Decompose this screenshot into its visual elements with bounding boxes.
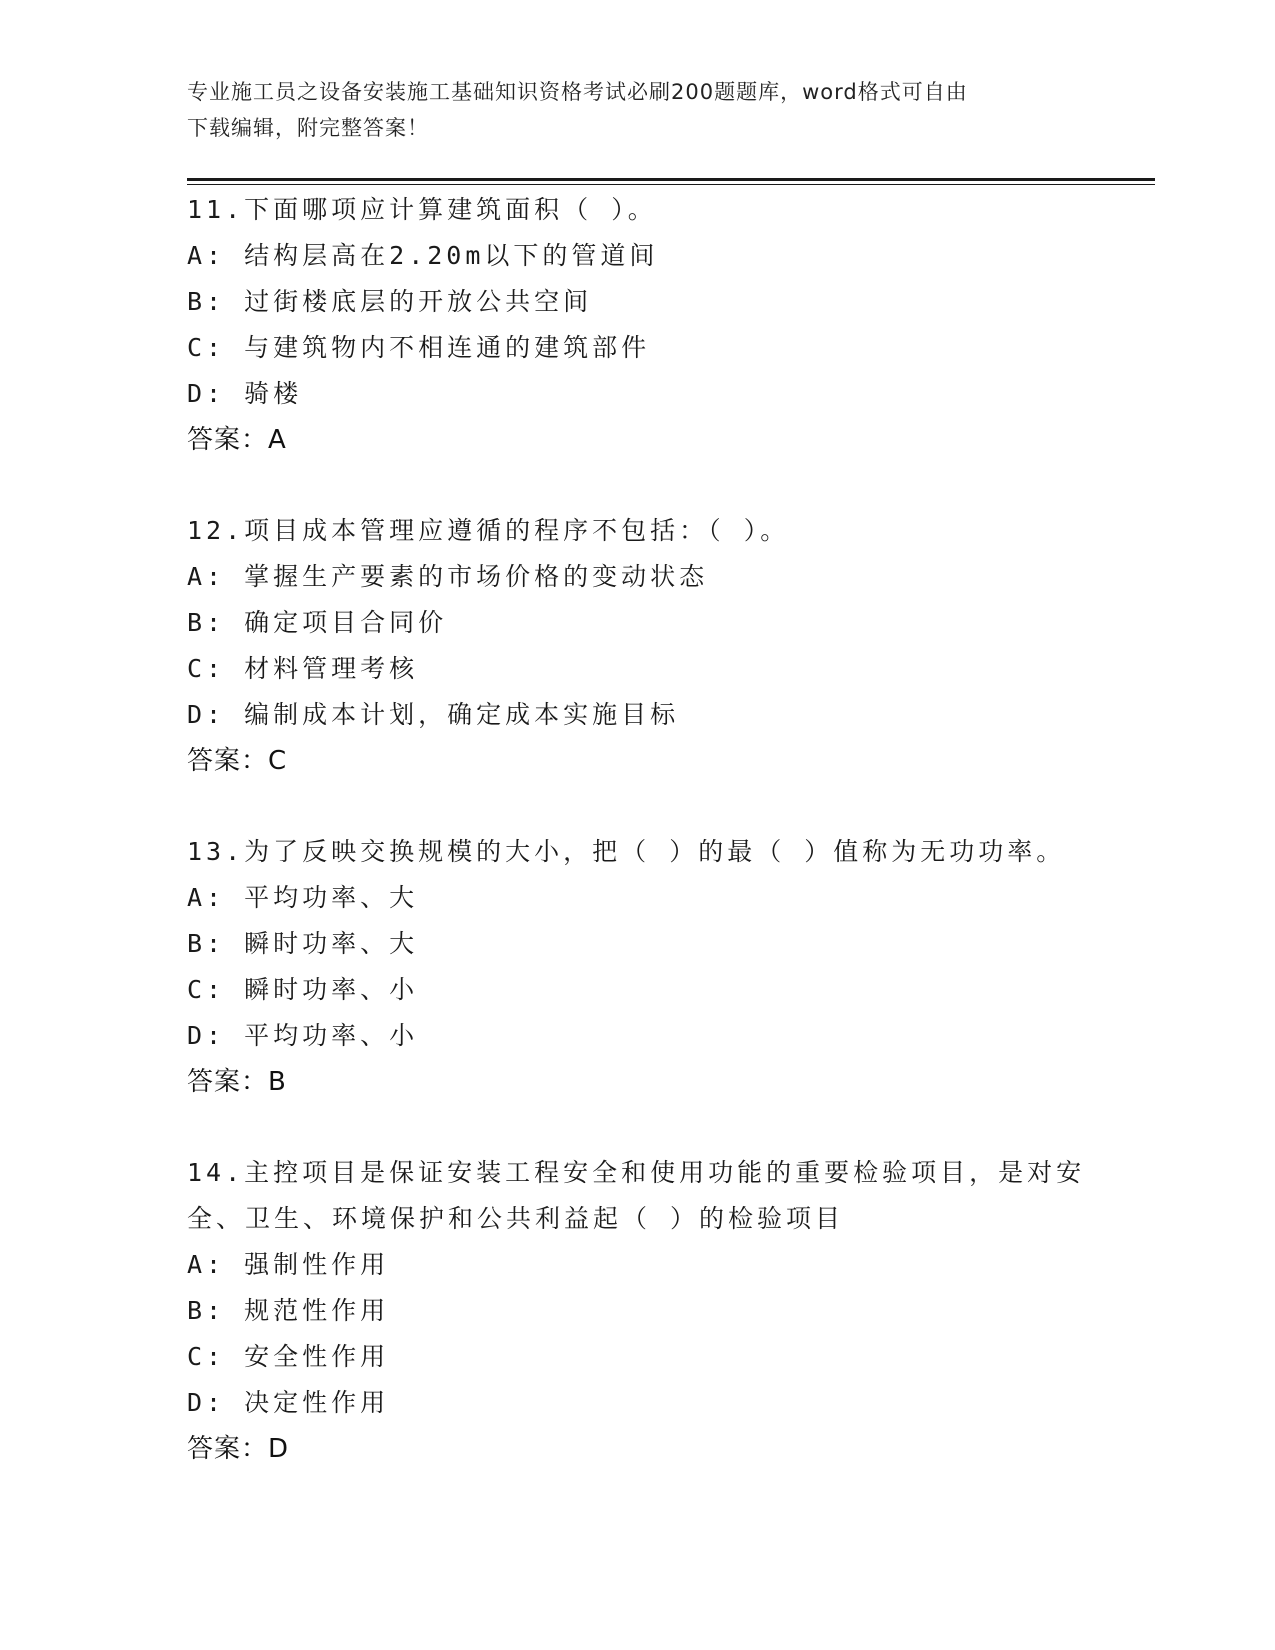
option-b: B: 规范性作用 (187, 1296, 390, 1325)
question-stem: 11.下面哪项应计算建筑面积（ ）。 (187, 195, 657, 224)
header-line-2: 下载编辑，附完整答案！ (187, 116, 429, 140)
document-header (187, 74, 1087, 146)
option-d: D: 决定性作用 (187, 1388, 390, 1417)
option-c: C: 材料管理考核 (187, 654, 419, 683)
option-d: D: 骑楼 (187, 379, 303, 408)
option-a: A: 平均功率、大 (187, 883, 419, 912)
question-14 (187, 1150, 1087, 1472)
option-b: B: 确定项目合同价 (187, 608, 448, 637)
option-a: A: 强制性作用 (187, 1250, 390, 1279)
answer-label: 答案：A (187, 425, 287, 455)
header-line-1: 专业施工员之设备安装施工基础知识资格考试必刷200题题库，word格式可自由 (187, 80, 968, 104)
question-stem-line-1: 14.主控项目是保证安装工程安全和使用功能的重要检验项目，是对安 (187, 1158, 1086, 1187)
question-stem: 12.项目成本管理应遵循的程序不包括：（ ）。 (187, 516, 790, 545)
question-list (187, 187, 1087, 1517)
question-12 (187, 508, 1087, 784)
option-c: C: 瞬时功率、小 (187, 975, 419, 1004)
header-divider-thick (187, 178, 1155, 181)
option-d: D: 平均功率、小 (187, 1021, 419, 1050)
question-13 (187, 829, 1087, 1105)
option-a: A: 结构层高在2.20m以下的管道间 (187, 241, 659, 270)
question-11 (187, 187, 1087, 463)
answer-label: 答案：C (187, 746, 288, 776)
header-divider-thin (187, 184, 1155, 185)
option-c: C: 与建筑物内不相连通的建筑部件 (187, 333, 651, 362)
option-b: B: 过街楼底层的开放公共空间 (187, 287, 593, 316)
question-stem: 13.为了反映交换规模的大小，把（ ）的最（ ）值称为无功功率。 (187, 837, 1066, 866)
option-d: D: 编制成本计划，确定成本实施目标 (187, 700, 680, 729)
question-stem-line-2: 全、卫生、环境保护和公共利益起（ ）的检验项目 (187, 1204, 845, 1233)
option-b: B: 瞬时功率、大 (187, 929, 419, 958)
option-c: C: 安全性作用 (187, 1342, 390, 1371)
answer-label: 答案：B (187, 1067, 287, 1097)
answer-label: 答案：D (187, 1434, 290, 1464)
option-a: A: 掌握生产要素的市场价格的变动状态 (187, 562, 709, 591)
